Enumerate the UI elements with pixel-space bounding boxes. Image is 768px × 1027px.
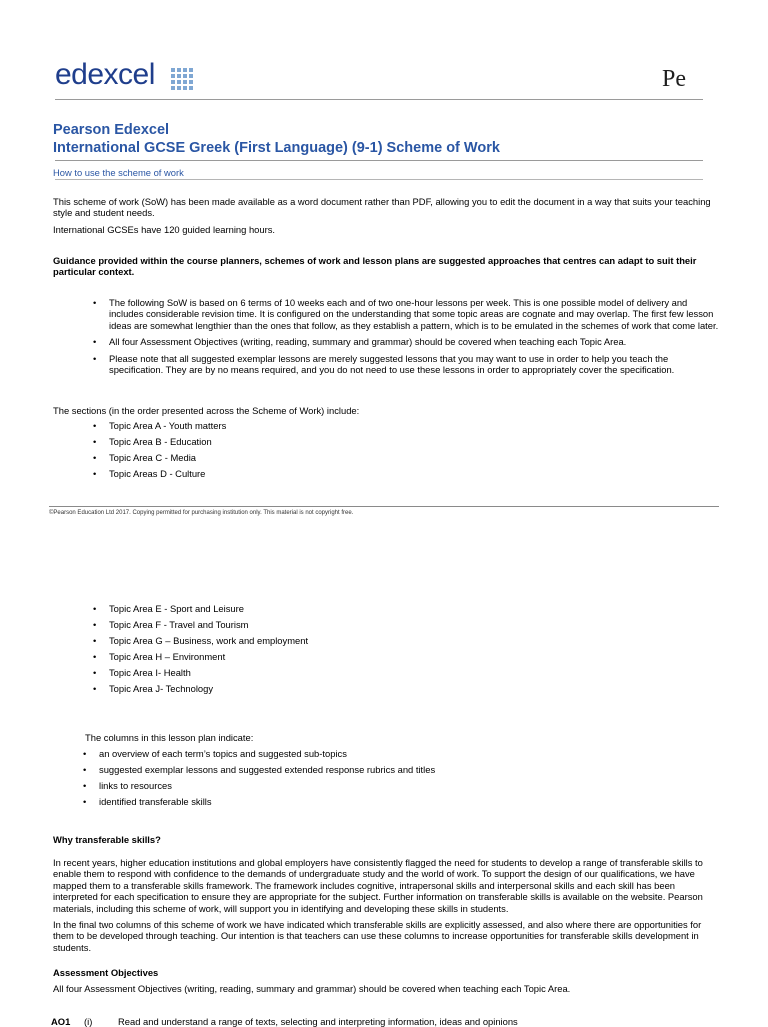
list-item: • Topic Area H – Environment xyxy=(91,651,491,662)
columns-list xyxy=(81,748,581,807)
topic-list-page1 xyxy=(91,420,491,479)
list-item: • Please note that all suggested exemplar lessons are merely suggested lessons that you may want to use in order to help you teach the specification. They are by no means required, and you do not need to use these lessons in order to appropriately cover the specification. xyxy=(91,353,721,376)
edexcel-dots-icon xyxy=(171,68,195,92)
ao-heading: Assessment Objectives xyxy=(53,967,159,978)
columns-intro: The columns in this lesson plan indicate: xyxy=(85,732,254,743)
list-item: • identified transferable skills xyxy=(81,796,581,807)
ao-paragraph: All four Assessment Objectives (writing, reading, summary and grammar) should be covered when teaching each Topic Area. xyxy=(53,983,571,994)
list-item: • suggested exemplar lessons and suggested extended response rubrics and titles xyxy=(81,764,581,775)
why-paragraph-1: In recent years, higher education institutions and global employers have consistently flagged the need for students to develop a range of transferable skills to enable them to respond with confidence to the demands of undergraduate study and the world of work. To support the design of our qualifications, we have mapped them to a transferable skills framework. The framework includes cognitive, intrapersonal skills and interpersonal skills and each skill has been interpreted for each specification to ensure they are appropriate for the subject. Further information on transferable skills is available on the website. Pearson materials, including this scheme of work, will support you in identifying and developing these skills in students. xyxy=(53,857,703,914)
ao1-code: AO1 xyxy=(51,1016,71,1027)
intro-paragraph: This scheme of work (SoW) has been made available as a word document rather than PDF, allowing you to edit the document in a way that suits your teaching style and student needs. xyxy=(53,196,711,219)
list-item: • Topic Area C - Media xyxy=(91,452,491,463)
footer-divider xyxy=(49,506,719,507)
page-title-line2: International GCSE Greek (First Language) (9-1) Scheme of Work xyxy=(53,140,500,156)
list-item: • Topic Areas D - Culture xyxy=(91,468,491,479)
ao1-text: Read and understand a range of texts, selecting and interpreting information, ideas and opinions xyxy=(118,1016,518,1027)
guidance-paragraph: Guidance provided within the course planners, schemes of work and lesson plans are suggested approaches that centres can adapt to suit their particular context. xyxy=(53,255,697,278)
title-divider xyxy=(55,160,703,161)
list-item: • Topic Area E - Sport and Leisure xyxy=(91,603,491,614)
why-paragraph-2: In the final two columns of this scheme of work we have indicated which transferable skills are explicitly assessed, and also where there are opportunities for them to be developed through teaching. Our intention is that teachers can use these columns to increase opportunities for transferable skills development in students. xyxy=(53,919,702,953)
ao1-row xyxy=(51,1016,751,1027)
topic-list-page2 xyxy=(91,603,491,694)
list-item: • Topic Area I- Health xyxy=(91,667,491,678)
list-item: • All four Assessment Objectives (writing, reading, summary and grammar) should be covered when teaching each Topic Area. xyxy=(91,336,721,347)
header-divider xyxy=(55,99,703,100)
list-item: • an overview of each term’s topics and suggested sub-topics xyxy=(81,748,581,759)
list-item: • Topic Area A - Youth matters xyxy=(91,420,491,431)
ao1-part: (i) xyxy=(84,1016,93,1027)
list-item: • Topic Area J- Technology xyxy=(91,683,491,694)
sections-intro: The sections (in the order presented across the Scheme of Work) include: xyxy=(53,405,360,416)
why-heading: Why transferable skills? xyxy=(53,834,161,845)
edexcel-logo: edexcel xyxy=(55,58,155,91)
sow-bullet-list xyxy=(91,297,721,376)
list-item: • Topic Area B - Education xyxy=(91,436,491,447)
list-item: • Topic Area G – Business, work and employment xyxy=(91,635,491,646)
list-item: • Topic Area F - Travel and Tourism xyxy=(91,619,491,630)
copyright-footer: ©Pearson Education Ltd 2017. Copying permitted for purchasing institution only. This material is not copyright free. xyxy=(49,510,354,516)
list-item: • links to resources xyxy=(81,780,581,791)
pearson-logo: Pe xyxy=(662,66,686,92)
page-title-line1: Pearson Edexcel xyxy=(53,122,170,138)
guided-hours-paragraph: International GCSEs have 120 guided learning hours. xyxy=(53,224,276,235)
section-subheading: How to use the scheme of work xyxy=(53,167,184,178)
list-item: • The following SoW is based on 6 terms of 10 weeks each and of two one-hour lessons per week. This is one possible model of delivery and includes considerable revision time. It is configured on the understanding that some topic areas are cognate and may overlap. The first few lesson ideas are somewhat lengthier than the ones that follow, as they establish a pattern, which is to be emulated in the schemes of work that come later. xyxy=(91,297,721,331)
subheading-divider xyxy=(55,179,703,180)
